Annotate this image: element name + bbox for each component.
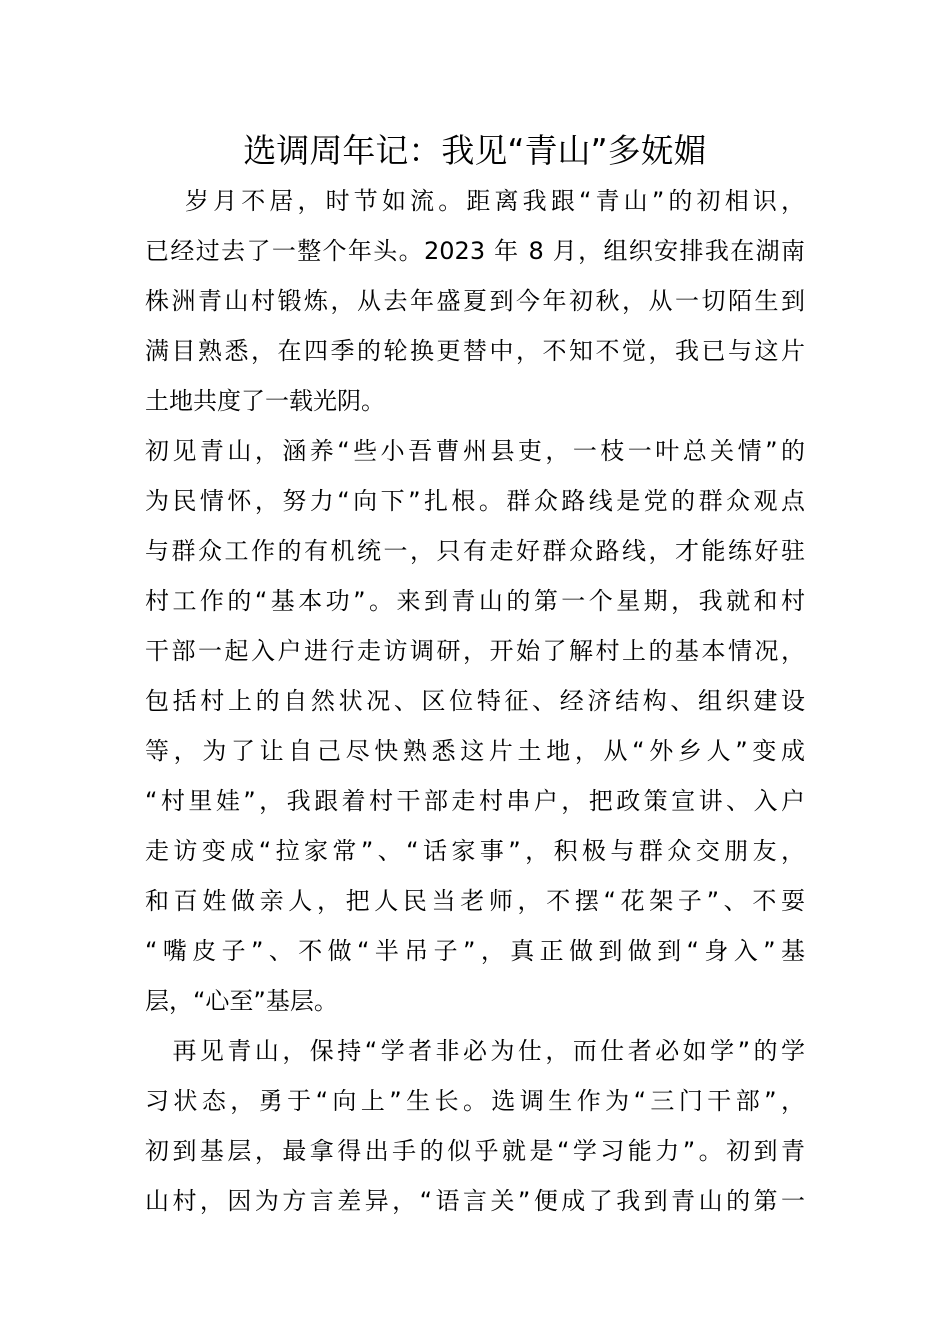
paragraph-2-line-10: 和百姓做亲人，把人民当老师，不摆“花架子”、不耍: [145, 887, 805, 915]
paragraph-2-line-5: 干部一起入户进行走访调研，开始了解村上的基本情况，: [145, 637, 805, 665]
paragraph-2-line-7: 等，为了让自己尽快熟悉这片土地，从“外乡人”变成: [145, 737, 805, 765]
paragraph-1-line-4: 满目熟悉，在四季的轮换更替中，不知不觉，我已与这片: [145, 337, 805, 365]
paragraph-2-line-3: 与群众工作的有机统一，只有走好群众路线，才能练好驻: [145, 537, 805, 565]
paragraph-2-line-2: 为民情怀，努力“向下”扎根。群众路线是党的群众观点: [145, 487, 805, 515]
paragraph-3-line-2: 习状态，勇于“向上”生长。选调生作为“三门干部”，: [145, 1087, 805, 1115]
paragraph-2-line-9: 走访变成“拉家常”、“话家事”，积极与群众交朋友，: [145, 837, 805, 865]
paragraph-2-line-12: 层，“心至”基层。: [145, 987, 338, 1015]
paragraph-1-line-2: 已经过去了一整个年头。2023 年 8 月，组织安排我在湖南: [145, 237, 805, 265]
paragraph-2-line-4: 村工作的“基本功”。来到青山的第一个星期，我就和村: [145, 587, 805, 615]
paragraph-2-line-11: “嘴皮子”、不做“半吊子”，真正做到做到“身入”基: [145, 937, 805, 965]
paragraph-2-line-1: 初见青山，涵养“些小吾曹州县吏，一枝一叶总关情”的: [145, 437, 805, 465]
paragraph-3-line-3: 初到基层，最拿得出手的似乎就是“学习能力”。初到青: [145, 1137, 805, 1165]
paragraph-3-line-4: 山村，因为方言差异，“语言关”便成了我到青山的第一: [145, 1187, 805, 1215]
paragraph-1-line-5: 土地共度了一载光阴。: [145, 387, 385, 415]
paragraph-1-line-3: 株洲青山村锻炼，从去年盛夏到今年初秋，从一切陌生到: [145, 287, 805, 315]
paragraph-1-line-1: 岁月不居，时节如流。距离我跟“青山”的初相识，: [145, 187, 805, 215]
article-title: 选调周年记：我见“青山”多妩媚: [243, 131, 707, 170]
paragraph-2-line-8: “村里娃”，我跟着村干部走村串户，把政策宣讲、入户: [145, 787, 805, 815]
paragraph-2-line-6: 包括村上的自然状况、区位特征、经济结构、组织建设: [145, 687, 805, 715]
paragraph-3-line-1: 再见青山，保持“学者非必为仕，而仕者必如学”的学: [145, 1037, 805, 1065]
